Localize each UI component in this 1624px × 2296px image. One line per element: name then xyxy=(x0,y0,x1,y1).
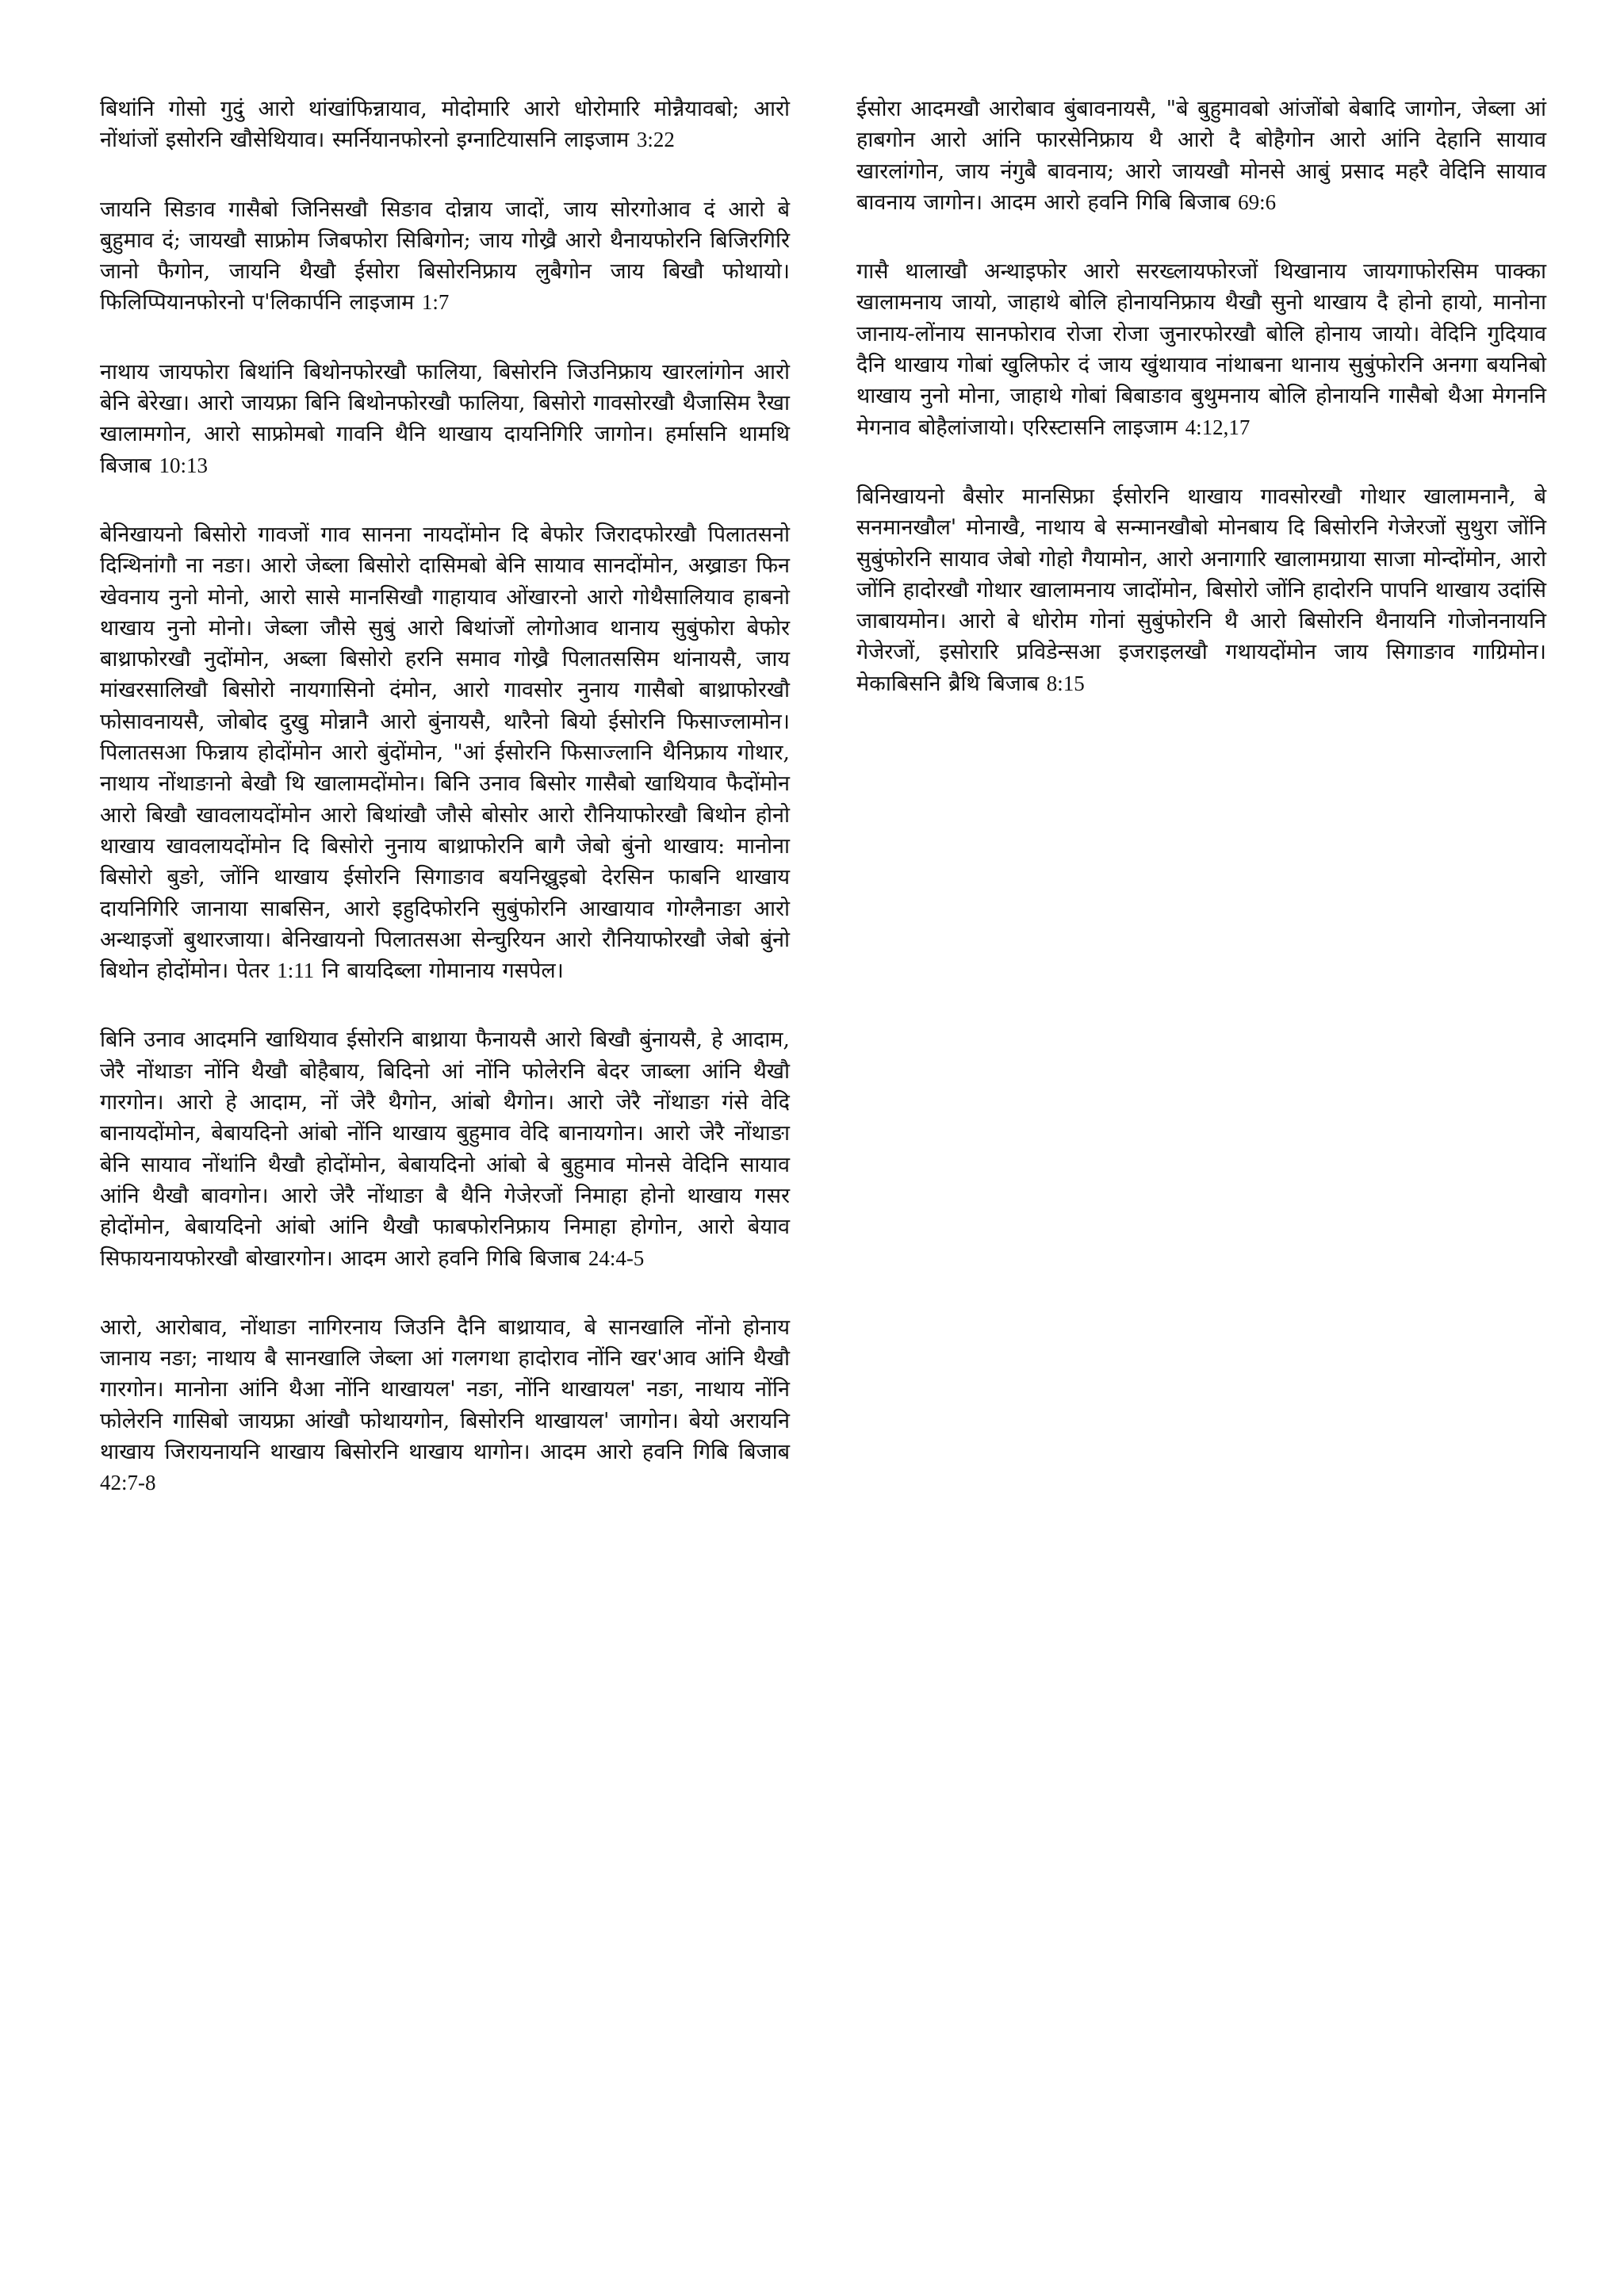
quotation-text: नाथाय जायफोरा बिथांनि बिथोनफोरखौ फालिया, बिसोरनि जिउनिफ्राय खारलांगोन आरो बेनि बेरेखा। आरो जायफ्रा बिनि बिथोनफोरखौ फालिया, बिसोरो गावसोरखौ थैजासिम रैखा खालामगोन, आरो साफ्रोमबो गावनि थैनि थाखाय दायनिगिरि जागोन। हर्मासनि थामथि बिजाब xyxy=(100,359,790,478)
verse-reference: 24:4-5 xyxy=(588,1246,645,1270)
quotation-paragraph xyxy=(100,519,790,986)
quotation-text: बेनिखायनो बिसोरो गावजों गाव सानना नायदोंमोन दि बेफोर जिरादफोरखौ पिलातसनो दिन्थिनांगौ ना नङा। आरो जेब्ला बिसोरो दासिमबो बेनि सायाव सानदोंमोन, अख्राङा फिन खेवनाय नुनो मोनो, आरो सासे मानसिखौ गाहायाव ओंखारनो आरो गोथैसालियाव हाबनो थाखाय नुनो मोनो। जेब्ला जौसे सुबुं आरो बिथांजों लोगोआव थानाय सुबुंफोरा बेफोर बाथ्राफोरखौ नुदोंमोन, अब्ला बिसोरो हरनि समाव गोख्रै पिलातससिम थांनायसै, जाय मांखरसालिखौ बिसोरो नायगासिनो दंमोन, आरो गावसोर नुनाय गासैबो बाथ्राफोरखौ फोसावनायसै, जोबोद दुखु मोन्नानै आरो बुंनायसै, थारैनो बियो ईसोरनि फिसाज्लामोन। पिलातसआ फिन्नाय होदोंमोन आरो बुंदोंमोन, "आं ईसोरनि फिसाज्लानि थैनिफ्राय गोथार, नाथाय नोंथाङानो बेखौ थि खालामदोंमोन। बिनि उनाव बिसोर गासैबो खाथियाव फैदोंमोन आरो बिखौ खावलायदोंमोन आरो बिथांखौ जौसे बोसोर आरो रौनियाफोरखौ बिथोन होनो थाखाय खावलायदोंमोन दि बिसोरो नुनाय बाथ्राफोरनि बागै जेबो बुंनो थाखाय: मानोना बिसोरो बुङो, जोंनि थाखाय ईसोरनि सिगाङाव बयनिख्रुइबो देरसिन फाबनि थाखाय दायनिगिरि जानाया साबसिन, आरो इहुदिफोरनि सुबुंफोरनि आखायाव गोग्लैनाङा आरो अन्थाइजों बुथारजाया। बेनिखायनो पिलातसआ सेन्चुरियन आरो रौनियाफोरखौ जेबो बुंनो बिथोन होदोंमोन। पेतर xyxy=(100,522,790,984)
quotation-paragraph xyxy=(100,357,790,481)
document-page xyxy=(100,94,1546,1499)
quotation-paragraph xyxy=(100,194,790,319)
quotation-tail-text: नि बायदिब्ला गोमानाय गसपेल। xyxy=(321,959,564,984)
quotation-paragraph xyxy=(856,256,1546,443)
verse-reference: 10:13 xyxy=(159,453,208,477)
quotation-paragraph xyxy=(856,481,1546,699)
verse-reference: 42:7-8 xyxy=(100,1471,156,1495)
verse-reference: 1:11 xyxy=(277,959,315,983)
quotation-paragraph xyxy=(100,1024,790,1273)
quotation-paragraph xyxy=(100,94,790,156)
quotation-text: ईसोरा आदमखौ आरोबाव बुंबावनायसै, "बे बुहुमावबो आंजोंबो बेबादि जागोन, जेब्ला आं हाबगोन आरो आंनि फारसेनिफ्राय थै आरो दै बोहैगोन आरो आंनि देहानि सायाव खारलांगोन, जाय नंगुबै बावनाय; आरो जायखौ मोनसे आबुं प्रसाद महरै वेदिनि सायाव बावनाय जागोन। आदम आरो हवनि गिबि बिजाब xyxy=(856,97,1546,215)
left-column xyxy=(100,94,790,1499)
verse-reference: 1:7 xyxy=(421,290,450,315)
verse-reference: 3:22 xyxy=(636,128,675,152)
quotation-text: जायनि सिङाव गासैबो जिनिसखौ सिङाव दोन्नाय जादों, जाय सोरगोआव दं आरो बे बुहुमाव दं; जायखौ साफ्रोम जिबफोरा सिबिगोन; जाय गोख्रै आरो थैनायफोरनि बिजिरगिरि जानो फैगोन, जायनि थैखौ ईसोरा बिसोरनिफ्राय लुबैगोन जाय बिखौ फोथायो। फिलिप्पियानफोरनो प'लिकार्पनि लाइजाम xyxy=(100,197,790,316)
verse-reference: 69:6 xyxy=(1238,189,1277,214)
right-column xyxy=(856,94,1546,1499)
quotation-text: बिनि उनाव आदमनि खाथियाव ईसोरनि बाथ्राया फैनायसै आरो बिखौ बुंनायसै, हे आदाम, जेरै नोंथाङा नोंनि थैखौ बोहैबाय, बिदिनो आं नोंनि फोलेरनि बेदर जाब्ला आंनि थैखौ गारगोन। आरो हे आदाम, नों जेरै थैगोन, आंबो थैगोन। आरो जेरै नोंथाङा गंसे वेदि बानायदोंमोन, बेबायदिनो आंबो नोंनि थाखाय बुहुमाव वेदि बानायगोन। आरो जेरै नोंथाङा बेनि सायाव नोंथांनि थैखौ होदोंमोन, बेबायदिनो आंबो बे बुहुमाव मोनसे वेदिनि सायाव आंनि थैखौ बावगोन। आरो जेरै नोंथाङा बै थैनि गेजेरजों निमाहा होनो थाखाय गसर होदोंमोन, बेबायदिनो आंबो आंनि थैखौ फाबफोरनिफ्राय निमाहा होगोन, आरो बेयाव सिफायनायफोरखौ बोखारगोन। आदम आरो हवनि गिबि बिजाब xyxy=(100,1027,790,1271)
quotation-paragraph xyxy=(100,1312,790,1499)
quotation-text: गासै थालाखौ अन्थाइफोर आरो सरख्लायफोरजों थिखानाय जायगाफोरसिम पाक्का खालामनाय जायो, जाहाथे बोलि होनायनिफ्राय थैखौ सुनो थाखाय दै होनो हायो, मानोना जानाय-लोंनाय सानफोराव रोजा रोजा जुनारफोरखौ बोलि होनाय जायो। वेदिनि गुदियाव दैनि थाखाय गोबां खुलिफोर दं जाय खुंथायाव नांथाबना थानाय सुबुंफोरनि अनगा बयनिबो थाखाय नुनो मोना, जाहाथे गोबां बिबाङाव बुथुमनाय बोलि होनायनि गासैबो थैआ मेगननि मेगनाव बोहैलांजायो। एरिस्टासनि लाइजाम xyxy=(856,259,1546,440)
verse-reference: 8:15 xyxy=(1046,671,1085,695)
verse-reference: 4:12,17 xyxy=(1185,415,1251,439)
quotation-paragraph xyxy=(856,94,1546,218)
quotation-text: बिनिखायनो बैसोर मानसिफ्रा ईसोरनि थाखाय गावसोरखौ गोथार खालामनानै, बे सनमानखौल' मोनाखै, नाथाय बे सन्मानखौबो मोनबाय दि बिसोरनि गेजेरजों सुथुरा जोंनि सुबुंफोरनि सायाव जेबो गोहो गैयामोन, आरो अनागारि खालामग्राया साजा मोन्दोंमोन, आरो जोंनि हादोरखौ गोथार खालामनाय जादोंमोन, बिसोरो जोंनि हादोरनि पापनि थाखाय उदांसि जाबायमोन। आरो बे धोरोम गोनां सुबुंफोरनि थै आरो बिसोरनि थैनायनि गोजोननायनि गेजेरजों, इसोरारि प्रविडेन्सआ इजराइलखौ गथायदोंमोन जाय सिगाङाव गाग्रिमोन। मेकाबिसनि ब्रैथि बिजाब xyxy=(856,484,1546,696)
quotation-text: बिथांनि गोसो गुदुं आरो थांखांफिन्नायाव, मोदोमारि आरो धोरोमारि मोन्नैयावबो; आरो नोंथांजों इसोरनि खौसेथियाव। स्मर्नियानफोरनो इग्नाटियासनि लाइजाम xyxy=(100,97,790,153)
quotation-text: आरो, आरोबाव, नोंथाङा नागिरनाय जिउनि दैनि बाथ्रायाव, बे सानखालि नोंनो होनाय जानाय नङा; नाथाय बै सानखालि जेब्ला आं गलगथा हादोराव नोंनि खर'आव आंनि थैखौ गारगोन। मानोना आंनि थैआ नोंनि थाखायल' नङा, नोंनि थाखायल' नङा, नाथाय नोंनि फोलेरनि गासिबो जायफ्रा आंखौ फोथायगोन, बिसोरनि थाखायल' जागोन। बेयो अरायनि थाखाय जिरायनायनि थाखाय बिसोरनि थाखाय थागोन। आदम आरो हवनि गिबि बिजाब xyxy=(100,1314,790,1464)
